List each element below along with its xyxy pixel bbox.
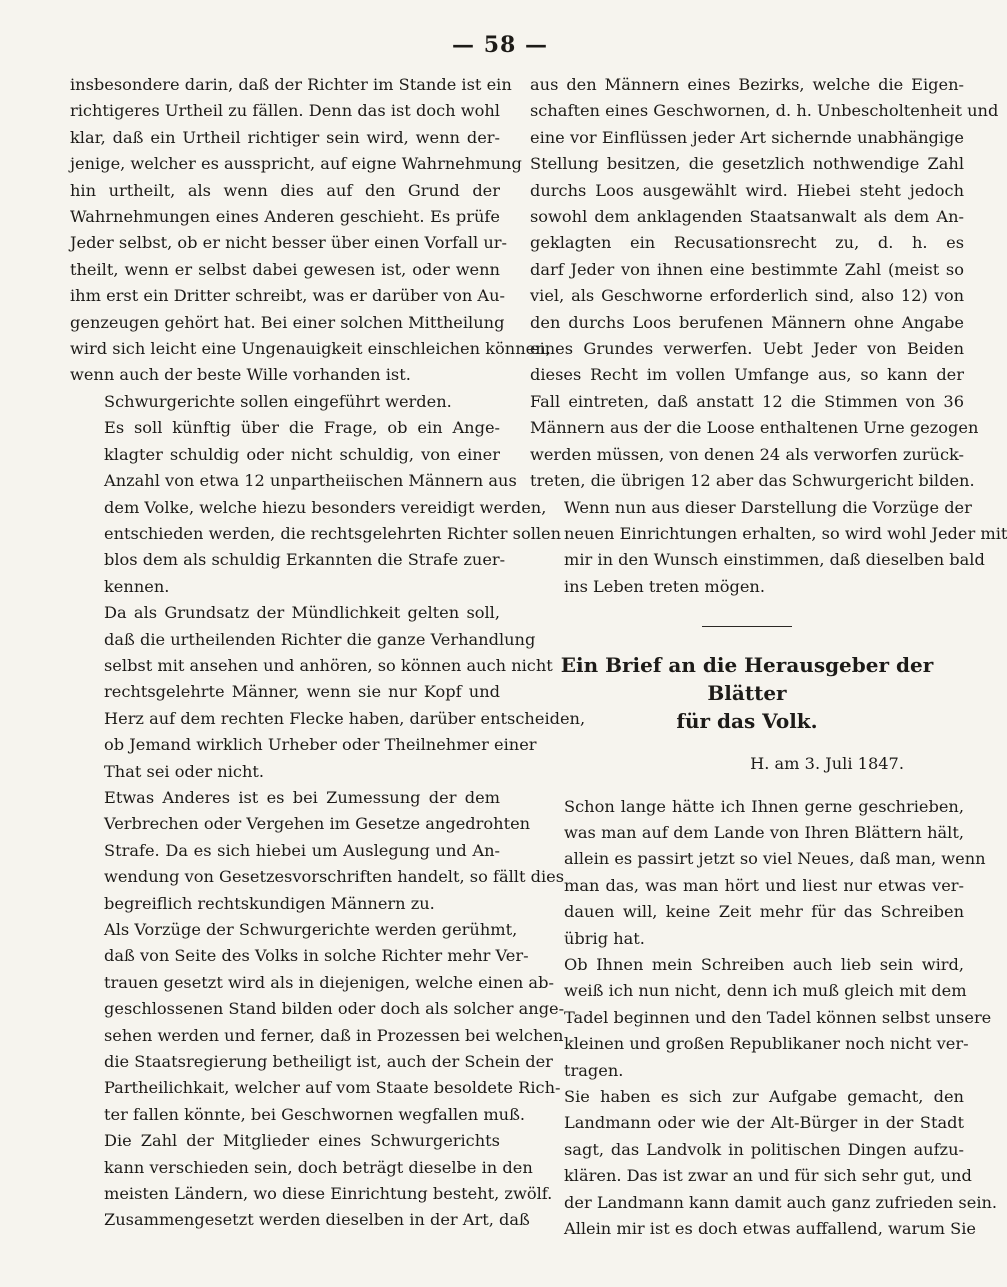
text-line: selbst mit ansehen und anhören, so können auch nicht [104,655,553,675]
text-line: Zusammengesetzt werden dieselben in der Art, daß [104,1210,530,1230]
text-line: rechtsgelehrte Männer, wenn sie nur Kopf und [104,682,500,702]
text-line: meisten Ländern, wo diese Einrichtung besteht, zwölf. [104,1184,553,1204]
text-line: Ob Ihnen mein Schreiben auch lieb sein wird, [564,954,964,974]
text-line: hin urtheilt, als wenn dies auf den Grund der [70,180,500,200]
text-line: darf Jeder von ihnen eine bestimmte Zahl (meist so [530,259,964,279]
text-line: eine vor Einflüssen jeder Art sichernde unabhängige [530,127,964,147]
text-line: Anzahl von etwa 12 unpartheiischen Männern aus [104,471,517,491]
heading-line: für das Volk. [676,709,818,734]
heading-line: Ein Brief an die Herausgeber der Blätter [560,653,934,706]
text-line: viel, als Geschworne erforderlich sind, also 12) von [530,286,964,306]
text-line: Als Vorzüge der Schwurgerichte werden gerühmt, [104,920,518,939]
text-line: übrig hat. [564,928,645,948]
right-column [530,72,1007,1242]
text-line: genzeugen gehört hat. Bei einer solchen Mittheilung [70,312,505,332]
paragraph [530,72,999,495]
text-line: dieses Recht im vollen Umfange aus, so kann der [530,365,964,385]
paragraph [70,1207,530,1233]
paragraph [70,72,551,389]
text-line: wenn auch der beste Wille vorhanden ist. [70,365,411,385]
text-line: allein es passirt jetzt so viel Neues, daß man, wenn [564,849,986,869]
text-line: schaften eines Geschwornen, d. h. Unbescholtenheit und [530,101,999,121]
text-line: den durchs Loos berufenen Männern ohne Angabe [530,312,964,332]
text-line: Stellung besitzen, die gesetzlich nothwendige Zahl [530,154,964,174]
text-line: mir in den Wunsch einstimmen, daß dieselben bald [564,550,985,570]
text-line: Schwurgerichte sollen eingeführt werden. [104,391,452,411]
text-line: Landmann oder wie der Alt-Bürger in der Stadt [564,1113,964,1133]
text-line: aus den Männern eines Bezirks, welche die Eigen- [530,75,964,94]
text-line: entschieden werden, die rechtsgelehrten Richter sollen [104,523,562,543]
text-line: weiß ich nun nicht, denn ich muß gleich mit dem [564,981,967,1001]
text-line: kann verschieden sein, doch beträgt dieselbe in den [104,1157,533,1177]
text-line: Etwas Anderes ist es bei Zumessung der dem [104,787,500,807]
text-line: die Staatsregierung betheiligt ist, auch der Schein der [104,1052,553,1072]
text-line: begreiflich rechtskundigen Männern zu. [104,893,435,913]
text-line: treten, die übrigen 12 aber das Schwurgericht bilden. [530,471,975,491]
text-line: daß die urtheilenden Richter die ganze Verhandlung [104,629,536,649]
text-line: geschlossenen Stand bilden oder doch als solcher ange- [104,999,565,1019]
text-line: wendung von Gesetzesvorschriften handelt, so fällt dies [104,867,565,887]
text-line: ter fallen könnte, bei Geschwornen wegfallen muß. [104,1104,526,1124]
letter-dateline: H. am 3. Juli 1847. [750,754,904,774]
text-line: blos dem als schuldig Erkannten die Strafe zuer- [104,550,506,570]
text-line: Männern aus der die Loose enthaltenen Urne gezogen [530,418,979,438]
text-line: sagt, das Landvolk in politischen Dingen aufzu- [564,1139,964,1159]
article-heading [530,651,964,735]
text-line: That sei oder nicht. [104,761,265,781]
text-line: klären. Das ist zwar an und für sich sehr gut, und [564,1166,972,1186]
text-line: sehen werden und ferner, daß in Prozessen bei welchen [104,1025,564,1045]
text-line: Da als Grundsatz der Mündlichkeit gelten soll, [104,603,500,623]
text-line: geklagten ein Recusationsrecht zu, d. h. es [530,233,964,253]
text-line: werden müssen, von denen 24 als verworfen zurück- [530,444,964,464]
text-line: Fall eintreten, daß anstatt 12 die Stimmen von 36 [530,391,964,411]
text-line: ihm erst ein Dritter schreibt, was er darüber von Au- [70,286,505,306]
text-line: durchs Loos ausgewählt wird. Hiebei steht jedoch [530,180,964,200]
text-line: Wenn nun aus dieser Darstellung die Vorzüge der [564,497,972,517]
paragraph [530,495,1007,601]
paragraph [70,917,565,1128]
text-line: dauen will, keine Zeit mehr für das Schreiben [564,902,964,922]
paragraph [70,389,500,415]
text-line: tragen. [564,1060,624,1080]
paragraph [530,1084,998,1242]
text-line: ob Jemand wirklich Urheber oder Theilnehmer einer [104,735,537,755]
section-divider [702,626,792,627]
text-line: theilt, wenn er selbst dabei gewesen ist, oder wenn [70,259,500,279]
text-line: Die Zahl der Mitglieder eines Schwurgerichts [104,1131,500,1151]
text-line: insbesondere darin, daß der Richter im Stande ist ein [70,75,512,94]
paragraph [70,415,562,600]
text-line: Partheilichkait, welcher auf vom Staate besoldete Rich- [104,1078,561,1098]
text-line: daß von Seite des Volks in solche Richter mehr Ver- [104,946,529,966]
text-line: klagter schuldig oder nicht schuldig, von einer [104,444,500,464]
text-line: jenige, welcher es ausspricht, auf eigne Wahrnehmung [70,154,522,174]
text-line: Tadel beginnen und den Tadel können selbst unsere [564,1007,992,1027]
left-column [70,72,586,1234]
text-line: Herz auf dem rechten Flecke haben, darüber entscheiden, [104,708,586,728]
paragraph [70,785,565,917]
text-line: klar, daß ein Urtheil richtiger sein wird, wenn der- [70,127,500,147]
text-line: kennen. [104,576,170,596]
text-line: richtigeres Urtheil zu fällen. Denn das ist doch wohl [70,101,500,121]
text-line: Verbrechen oder Vergehen im Gesetze angedrohten [104,814,531,834]
text-line: eines Grundes verwerfen. Uebt Jeder von Beiden [530,339,964,359]
text-line: wird sich leicht eine Ungenauigkeit einschleichen können, [70,339,551,359]
paragraph [70,600,586,785]
text-line: Sie haben es sich zur Aufgabe gemacht, den [564,1087,964,1106]
text-line: der Landmann kann damit auch ganz zufrieden sein. [564,1192,998,1212]
paragraph [530,952,992,1084]
text-line: Wahrnehmungen eines Anderen geschieht. Es prüfe [70,207,500,227]
text-line: kleinen und großen Republikaner noch nicht ver- [564,1034,969,1054]
paragraph [530,794,986,952]
text-line: Schon lange hätte ich Ihnen gerne geschrieben, [564,796,964,816]
text-line: ins Leben treten mögen. [564,576,765,596]
text-line: sowohl dem anklagenden Staatsanwalt als dem An- [530,207,964,227]
page-number: — 58 — [452,32,548,58]
text-line: Allein mir ist es doch etwas auffallend, warum Sie [564,1219,976,1239]
text-line: dem Volke, welche hiezu besonders vereidigt werden, [104,497,547,517]
text-line: Strafe. Da es sich hiebei um Auslegung und An- [104,840,500,860]
text-line: trauen gesetzt wird als in diejenigen, welche einen ab- [104,972,554,992]
text-line: Es soll künftig über die Frage, ob ein Ange- [104,418,500,438]
paragraph [70,1128,553,1207]
text-line: Jeder selbst, ob er nicht besser über einen Vorfall ur- [70,233,507,253]
text-line: neuen Einrichtungen erhalten, so wird wohl Jeder mit [564,523,1007,543]
text-line: man das, was man hört und liest nur etwas ver- [564,875,964,895]
text-line: was man auf dem Lande von Ihren Blättern hält, [564,822,964,842]
